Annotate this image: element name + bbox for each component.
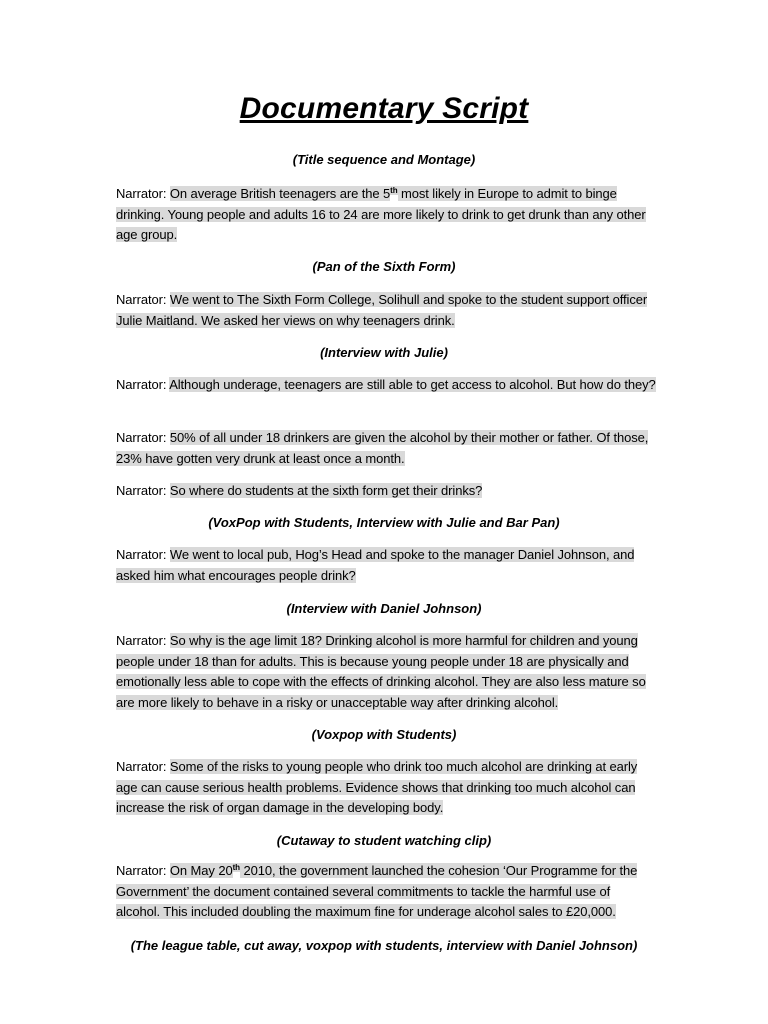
narration-paragraph [116,545,656,586]
page-title: Documentary Script [239,92,529,125]
ordinal-superscript: th [390,185,398,195]
scene-direction: (Interview with Julie) [320,345,448,360]
narration-paragraph [116,631,656,713]
narration-paragraph [116,184,656,246]
speaker-label: Narrator: [116,483,167,498]
scene-direction: (Interview with Daniel Johnson) [286,601,482,616]
scene-direction: (The league table, cut away, voxpop with students, interview with Daniel Johnson) [130,938,638,953]
scene-direction: (Cutaway to student watching clip) [276,833,492,848]
narration-text: So why is the age limit 18? Drinking alcohol is more harmful for children and young people under 18 than for adults. This is because young people under 18 are physically and emotionally less able to cope with the effects of drinking alcohol. They are also less mature so are more likely to behave in a risky or unacceptable way after drinking alcohol. [116,633,646,710]
scene-direction: (Voxpop with Students) [311,727,457,742]
speaker-label: Narrator: [116,863,167,878]
scene-direction: (Pan of the Sixth Form) [312,259,456,274]
narration-paragraph [116,375,656,396]
narration-text: On average British teenagers are the 5 [169,186,391,201]
speaker-label: Narrator: [116,759,167,774]
narration-paragraph [116,290,656,331]
ordinal-superscript: th [232,862,240,872]
scene-direction: (Title sequence and Montage) [292,152,476,167]
speaker-label: Narrator: [116,633,167,648]
narration-text: Some of the risks to young people who drink too much alcohol are drinking at early age can cause serious health problems. Evidence shows that drinking too much alcohol can increase the risk of organ damage in the developing body. [116,759,638,815]
narration-text: most likely in Europe to admit to binge drinking. Young people and adults 16 to 24 are more likely to drink to get drunk than any other age group. [116,186,646,242]
narration-text: We went to The Sixth Form College, Solihull and spoke to the student support officer Julie Maitland. We asked her views on why teenagers drink. [116,292,648,328]
scene-direction: (VoxPop with Students, Interview with Julie and Bar Pan) [208,515,560,530]
narration-paragraph [116,757,656,819]
speaker-label: Narrator: [116,547,167,562]
narration-text: 2010, the government launched the cohesion ‘Our Programme for the Government’ the document contained several commitments to tackle the harmful use of alcohol. This included doubling the maximum fine for underage alcohol sales to £20,000. [116,863,638,919]
narration-text: We went to local pub, Hog’s Head and spoke to the manager Daniel Johnson, and asked him what encourages people drink? [116,547,635,583]
narration-text: So where do students at the sixth form get their drinks? [169,483,483,498]
narration-text: 50% of all under 18 drinkers are given the alcohol by their mother or father. Of those, 23% have gotten very drunk at least once a month. [116,430,649,466]
speaker-label: Narrator: [116,292,167,307]
narration-text: Although underage, teenagers are still able to get access to alcohol. But how do they? [169,377,656,392]
speaker-label: Narrator: [116,377,167,392]
narration-paragraph [116,861,656,923]
speaker-label: Narrator: [116,430,167,445]
narration-text: On May 20 [169,863,233,878]
narration-paragraph [116,428,656,469]
narration-paragraph [116,481,656,502]
speaker-label: Narrator: [116,186,167,201]
